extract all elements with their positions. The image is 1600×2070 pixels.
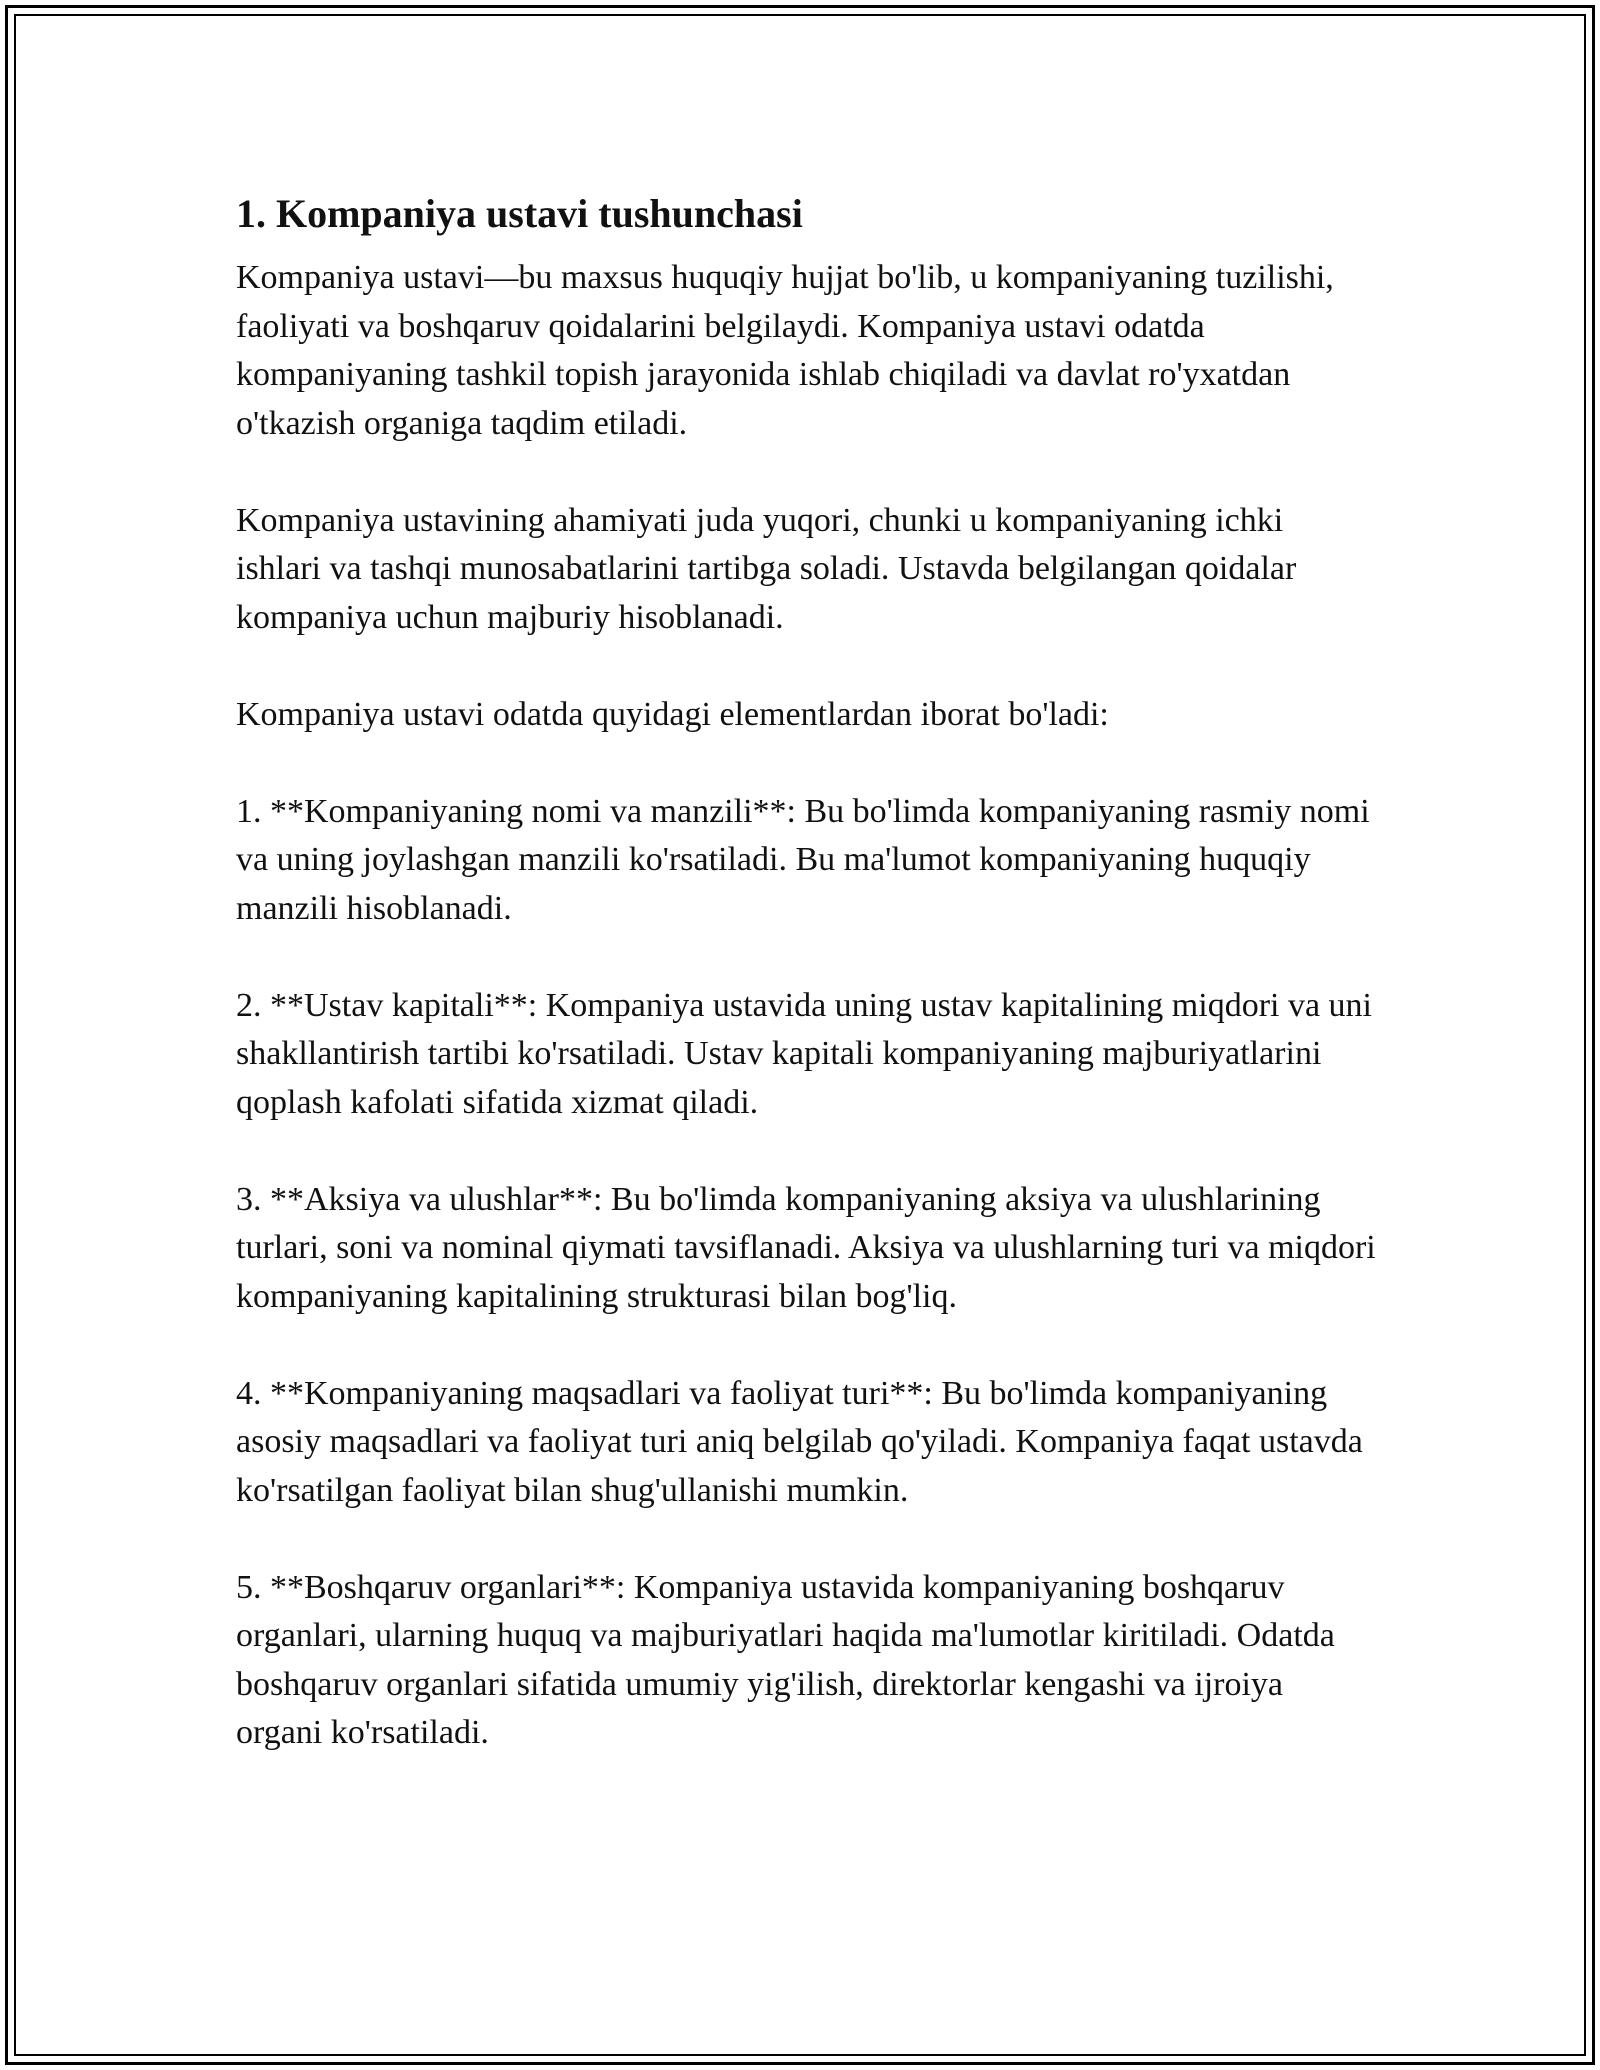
- heading-spacer: [236, 244, 1376, 254]
- document-body: [236, 184, 1376, 1758]
- paragraph-elements-intro: Kompaniya ustavi odatda quyidagi elementlardan iborat bo'ladi:: [236, 695, 1109, 733]
- list-item-charter-capital: 2. **Ustav kapitali**: Kompaniya ustavida uning ustav kapitalining miqdori va uni shakllantirish tartibi ko'rsatiladi. Ustav kapitali kompaniyaning majburiyatlarini qoplash kafolati sifatida xizmat qiladi.: [236, 986, 1372, 1121]
- list-item-governance-bodies: 5. **Boshqaruv organlari**: Kompaniya ustavida kompaniyaning boshqaruv organlari, ularning huquq va majburiyatlari haqida ma'lumotlar kiritiladi. Odatda boshqaruv organlari sifatida umumiy yig'ilish, direktorlar kengashi va ijroiya organi ko'rsatiladi.: [236, 1568, 1335, 1751]
- section-heading: 1. Kompaniya ustavi tushunchasi: [236, 191, 803, 236]
- list-item-name-address: 1. **Kompaniyaning nomi va manzili**: Bu bo'limda kompaniyaning rasmiy nomi va uning joylashgan manzili ko'rsatiladi. Bu ma'lumot kompaniyaning huquqiy manzili hisoblanadi.: [236, 792, 1370, 927]
- list-item-shares: 3. **Aksiya va ulushlar**: Bu bo'limda kompaniyaning aksiya va ulushlarining turlari, soni va nominal qiymati tavsiflanadi. Aksiya va ulushlarning turi va miqdori kompaniyaning kapitalining strukturasi bilan bog'liq.: [236, 1180, 1376, 1315]
- paragraph-importance: Kompaniya ustavining ahamiyati juda yuqori, chunki u kompaniyaning ichki ishlari va tashqi munosabatlarini tartibga soladi. Ustavda belgilangan qoidalar kompaniya uchun majburiy hisoblanadi.: [236, 501, 1297, 636]
- paragraph-definition: Kompaniya ustavi—bu maxsus huquqiy hujjat bo'lib, u kompaniyaning tuzilishi, faoliyati va boshqaruv qoidalarini belgilaydi. Kompaniya ustavi odatda kompaniyaning tashkil topish jarayonida ishlab chiqiladi va davlat ro'yxatdan o'tkazish organiga taqdim etiladi.: [236, 259, 1334, 442]
- list-item-goals-activity: 4. **Kompaniyaning maqsadlari va faoliyat turi**: Bu bo'limda kompaniyaning asosiy maqsadlari va faoliyat turi aniq belgilab qo'yiladi. Kompaniya faqat ustavda ko'rsatilgan faoliyat bilan shug'ullanishi mumkin.: [236, 1374, 1363, 1509]
